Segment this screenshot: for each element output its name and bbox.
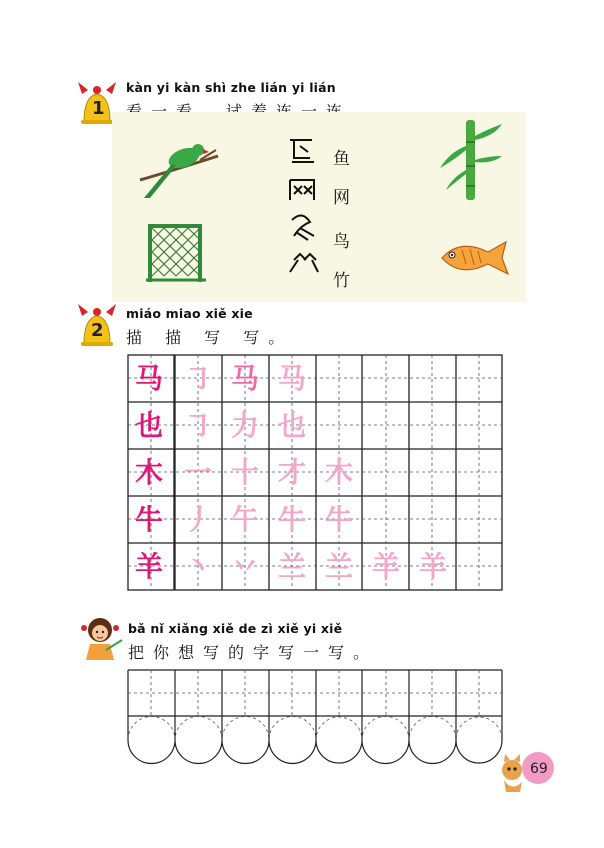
trace-char: 丷 bbox=[231, 550, 260, 583]
section2-title: 描 描 写 写。 bbox=[126, 328, 294, 347]
model-char: 牛 bbox=[135, 503, 164, 536]
section2-pinyin: miáo miao xiě xie bbox=[126, 306, 253, 321]
section3-pinyin: bǎ nǐ xiǎng xiě de zì xiě yi xiě bbox=[128, 621, 343, 636]
writing-grid bbox=[126, 668, 506, 772]
word-bird: 鸟 bbox=[333, 232, 350, 252]
parrot-icon bbox=[138, 136, 224, 202]
section1-number: 1 bbox=[92, 98, 105, 119]
model-char: 也 bbox=[135, 409, 164, 442]
trace-char: 马 bbox=[278, 362, 307, 395]
model-char: 木 bbox=[135, 456, 164, 489]
model-char: 羊 bbox=[135, 550, 164, 583]
bamboo-icon bbox=[436, 116, 506, 202]
section2-number: 2 bbox=[91, 320, 104, 341]
trace-char: 羊 bbox=[372, 550, 401, 583]
net-icon bbox=[144, 222, 208, 284]
word-bamboo: 竹 bbox=[333, 271, 350, 291]
section3-title: 把你想写的字写一写。 bbox=[128, 643, 379, 662]
section2-badge bbox=[76, 298, 118, 348]
word-fish: 鱼 bbox=[333, 149, 350, 169]
section1-pinyin: kàn yi kàn shì zhe lián yi lián bbox=[126, 80, 336, 95]
trace-char: 马 bbox=[231, 362, 260, 395]
trace-char: 丿 bbox=[184, 503, 213, 536]
trace-char: 木 bbox=[325, 456, 354, 489]
trace-char: ㇆ bbox=[184, 409, 213, 442]
trace-char: 力 bbox=[231, 409, 260, 442]
trace-char: 牛 bbox=[325, 503, 354, 536]
trace-char: 牛 bbox=[278, 503, 307, 536]
word-net: 网 bbox=[333, 188, 350, 208]
trace-char: 羊 bbox=[419, 550, 448, 583]
trace-char: 兰 bbox=[325, 550, 354, 583]
trace-char: ㇆ bbox=[184, 362, 213, 395]
trace-char: 十 bbox=[231, 456, 260, 489]
trace-char: 一 bbox=[184, 456, 213, 489]
fish-icon bbox=[436, 236, 512, 280]
girl-writing-icon bbox=[80, 614, 124, 664]
trace-char: 午 bbox=[231, 503, 260, 536]
trace-char: 也 bbox=[278, 409, 307, 442]
model-char: 马 bbox=[135, 362, 164, 395]
ancient-glyphs bbox=[286, 136, 320, 286]
page-number: 69 bbox=[530, 761, 548, 777]
trace-char: 才 bbox=[278, 456, 307, 489]
tracing-grid bbox=[126, 353, 506, 594]
trace-char: 丶 bbox=[184, 550, 213, 583]
trace-char: 兰 bbox=[278, 550, 307, 583]
